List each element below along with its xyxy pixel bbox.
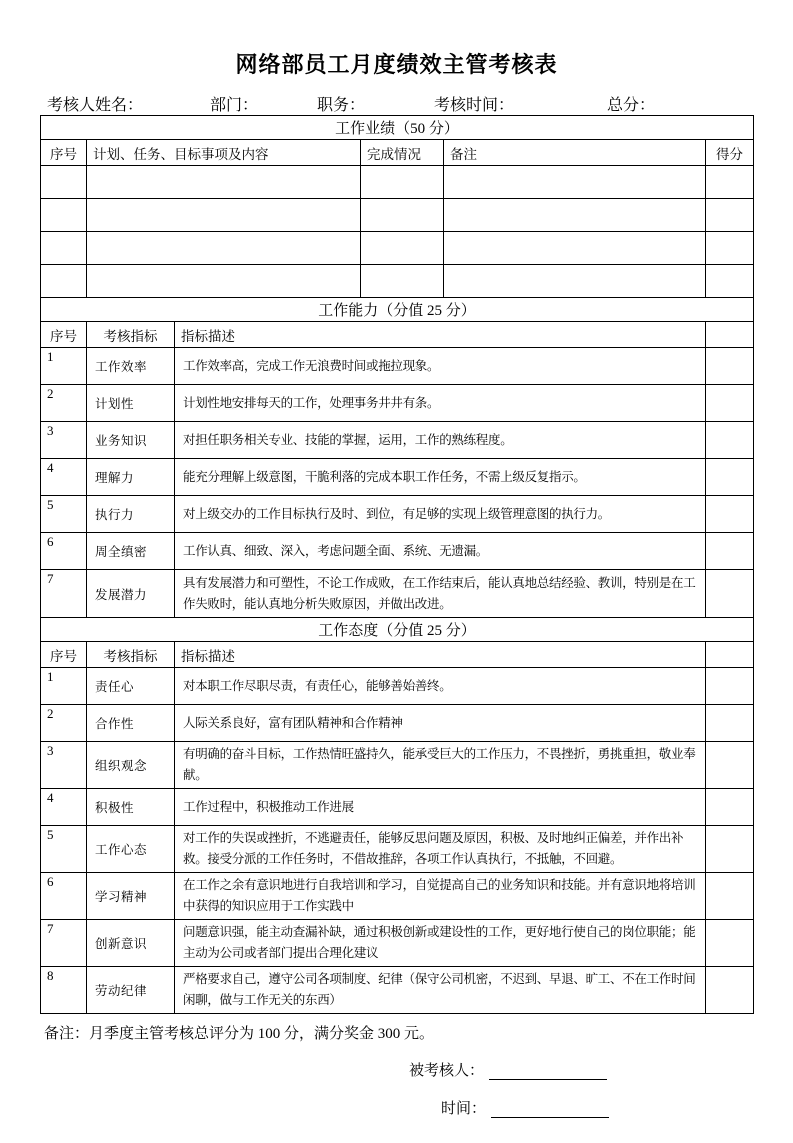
cell-score	[706, 826, 754, 873]
indicator-row	[41, 570, 754, 618]
work-ability-table	[40, 297, 754, 618]
cell-completion	[361, 199, 444, 232]
section-title-performance: 工作业绩（50 分）	[41, 116, 754, 140]
section-title-ability: 工作能力（分值 25 分）	[41, 298, 754, 322]
cell-indicator-description: 在工作之余有意识地进行自我培训和学习，自觉提高自己的业务知识和技能。并有意识地将培训中获得的知识应用于工作实践中	[175, 873, 706, 920]
indicator-row	[41, 742, 754, 789]
cell-seq	[41, 232, 87, 265]
cell-indicator-description: 严格要求自己，遵守公司各项制度、纪律（保守公司机密，不迟到、早退、旷工、不在工作时间闲聊，做与工作无关的东西）	[175, 967, 706, 1014]
section-title-attitude: 工作态度（分值 25 分）	[41, 618, 754, 642]
cell-indicator-name: 组织观念	[87, 742, 175, 789]
col-header-seq: 序号	[41, 140, 87, 166]
cell-score	[706, 199, 754, 232]
col-header-score-blank	[706, 322, 754, 348]
cell-indicator-description: 工作过程中，积极推动工作进展	[175, 789, 706, 826]
indicator-row	[41, 826, 754, 873]
cell-score	[706, 668, 754, 705]
col-header-description: 指标描述	[175, 322, 706, 348]
cell-row-number: 4	[41, 789, 87, 826]
cell-indicator-name: 创新意识	[87, 920, 175, 967]
cell-score	[706, 705, 754, 742]
cell-indicator-description: 问题意识强，能主动查漏补缺，通过积极创新或建设性的工作，更好地行使自己的岗位职能；能主动为公司或者部门提出合理化建议	[175, 920, 706, 967]
assessee-signature-blank	[489, 1064, 607, 1080]
cell-indicator-name: 理解力	[87, 459, 175, 496]
col-header-score-blank	[706, 642, 754, 668]
section-header-ability	[41, 298, 754, 322]
cell-plan-task	[87, 199, 361, 232]
cell-indicator-description: 有明确的奋斗目标，工作热情旺盛持久，能承受巨大的工作压力，不畏挫折，勇挑重担，敬业奉献。	[175, 742, 706, 789]
cell-row-number: 1	[41, 348, 87, 385]
time-signature-blank	[491, 1102, 609, 1118]
cell-row-number: 2	[41, 705, 87, 742]
cell-row-number: 6	[41, 873, 87, 920]
cell-score	[706, 232, 754, 265]
cell-indicator-name: 工作心态	[87, 826, 175, 873]
col-header-indicator: 考核指标	[87, 642, 175, 668]
performance-empty-row	[41, 166, 754, 199]
indicator-row	[41, 789, 754, 826]
section-header-performance	[41, 116, 754, 140]
cell-indicator-name: 执行力	[87, 496, 175, 533]
col-header-description: 指标描述	[175, 642, 706, 668]
col-header-remark: 备注	[444, 140, 706, 166]
performance-empty-row	[41, 199, 754, 232]
cell-indicator-description: 工作认真、细致、深入，考虑问题全面、系统、无遗漏。	[175, 533, 706, 570]
cell-indicator-description: 人际关系良好，富有团队精神和合作精神	[175, 705, 706, 742]
cell-remark	[444, 199, 706, 232]
cell-completion	[361, 166, 444, 199]
field-department-label: 部门：	[210, 97, 259, 114]
cell-completion	[361, 232, 444, 265]
cell-indicator-name: 积极性	[87, 789, 175, 826]
cell-indicator-name: 责任心	[87, 668, 175, 705]
time-label: 时间：	[441, 1101, 487, 1117]
work-attitude-table	[40, 617, 754, 1014]
col-header-completion: 完成情况	[361, 140, 444, 166]
cell-indicator-name: 合作性	[87, 705, 175, 742]
cell-score	[706, 265, 754, 298]
cell-score	[706, 533, 754, 570]
cell-indicator-name: 周全缜密	[87, 533, 175, 570]
cell-indicator-description: 对本职工作尽职尽责，有责任心，能够善始善终。	[175, 668, 706, 705]
cell-row-number: 5	[41, 496, 87, 533]
cell-indicator-name: 劳动纪律	[87, 967, 175, 1014]
section-header-attitude	[41, 618, 754, 642]
cell-indicator-name: 业务知识	[87, 422, 175, 459]
cell-indicator-name: 学习精神	[87, 873, 175, 920]
field-total-score-label: 总分：	[607, 97, 656, 114]
cell-plan-task	[87, 232, 361, 265]
field-assessor-name-label: 考核人姓名：	[47, 97, 144, 114]
cell-indicator-description: 对担任职务相关专业、技能的掌握，运用，工作的熟练程度。	[175, 422, 706, 459]
cell-plan-task	[87, 265, 361, 298]
cell-row-number: 3	[41, 422, 87, 459]
col-header-seq: 序号	[41, 642, 87, 668]
assessee-sign-line	[409, 1059, 607, 1080]
cell-seq	[41, 166, 87, 199]
indicator-row	[41, 385, 754, 422]
cell-plan-task	[87, 166, 361, 199]
cell-row-number: 2	[41, 385, 87, 422]
indicator-row	[41, 348, 754, 385]
form-body	[40, 115, 753, 1143]
cell-row-number: 8	[41, 967, 87, 1014]
indicator-row	[41, 496, 754, 533]
signature-area	[40, 1043, 753, 1143]
cell-score	[706, 422, 754, 459]
cell-indicator-description: 计划性地安排每天的工作，处理事务井井有条。	[175, 385, 706, 422]
performance-empty-row	[41, 232, 754, 265]
cell-remark	[444, 265, 706, 298]
attitude-column-header-row	[41, 642, 754, 668]
cell-score	[706, 570, 754, 618]
indicator-row	[41, 668, 754, 705]
assessee-label: 被考核人：	[409, 1063, 485, 1079]
cell-remark	[444, 232, 706, 265]
col-header-score: 得分	[706, 140, 754, 166]
cell-indicator-description: 具有发展潜力和可塑性，不论工作成败，在工作结束后，能认真地总结经验、教训，特别是在工作失败时，能认真地分析失败原因，并做出改进。	[175, 570, 706, 618]
cell-indicator-name: 工作效率	[87, 348, 175, 385]
cell-score	[706, 789, 754, 826]
indicator-row	[41, 533, 754, 570]
indicator-row	[41, 459, 754, 496]
performance-empty-row	[41, 265, 754, 298]
cell-indicator-description: 工作效率高，完成工作无浪费时间或拖拉现象。	[175, 348, 706, 385]
cell-remark	[444, 166, 706, 199]
cell-score	[706, 967, 754, 1014]
cell-row-number: 4	[41, 459, 87, 496]
page-title: 网络部员工月度绩效主管考核表	[235, 52, 558, 77]
cell-indicator-name: 计划性	[87, 385, 175, 422]
cell-row-number: 7	[41, 920, 87, 967]
cell-score	[706, 496, 754, 533]
cell-indicator-description: 对上级交办的工作目标执行及时、到位，有足够的实现上级管理意图的执行力。	[175, 496, 706, 533]
cell-indicator-name: 发展潜力	[87, 570, 175, 618]
cell-seq	[41, 265, 87, 298]
time-sign-line	[441, 1097, 609, 1118]
indicator-row	[41, 422, 754, 459]
cell-score	[706, 459, 754, 496]
cell-score	[706, 742, 754, 789]
cell-row-number: 3	[41, 742, 87, 789]
cell-score	[706, 166, 754, 199]
cell-score	[706, 920, 754, 967]
indicator-row	[41, 920, 754, 967]
col-header-plan-task: 计划、任务、目标事项及内容	[87, 140, 361, 166]
footer-note: 备注：月季度主管考核总评分为 100 分，满分奖金 300 元。	[44, 1026, 435, 1042]
cell-row-number: 7	[41, 570, 87, 618]
cell-score	[706, 348, 754, 385]
cell-indicator-description: 对工作的失误或挫折，不逃避责任，能够反思问题及原因，积极、及时地纠正偏差，并作出补救。接受分派的工作任务时，不借故推辞，各项工作认真执行，不抵触，不回避。	[175, 826, 706, 873]
field-assess-time-label: 考核时间：	[434, 97, 515, 114]
cell-completion	[361, 265, 444, 298]
indicator-row	[41, 873, 754, 920]
cell-score	[706, 873, 754, 920]
col-header-indicator: 考核指标	[87, 322, 175, 348]
indicator-row	[41, 967, 754, 1014]
indicator-row	[41, 705, 754, 742]
cell-score	[706, 385, 754, 422]
work-performance-table	[40, 115, 754, 298]
cell-row-number: 6	[41, 533, 87, 570]
cell-row-number: 5	[41, 826, 87, 873]
cell-indicator-description: 能充分理解上级意图，干脆利落的完成本职工作任务，不需上级反复指示。	[175, 459, 706, 496]
performance-column-header-row	[41, 140, 754, 166]
col-header-seq: 序号	[41, 322, 87, 348]
cell-seq	[41, 199, 87, 232]
cell-row-number: 1	[41, 668, 87, 705]
ability-column-header-row	[41, 322, 754, 348]
field-position-label: 职务：	[317, 97, 366, 114]
